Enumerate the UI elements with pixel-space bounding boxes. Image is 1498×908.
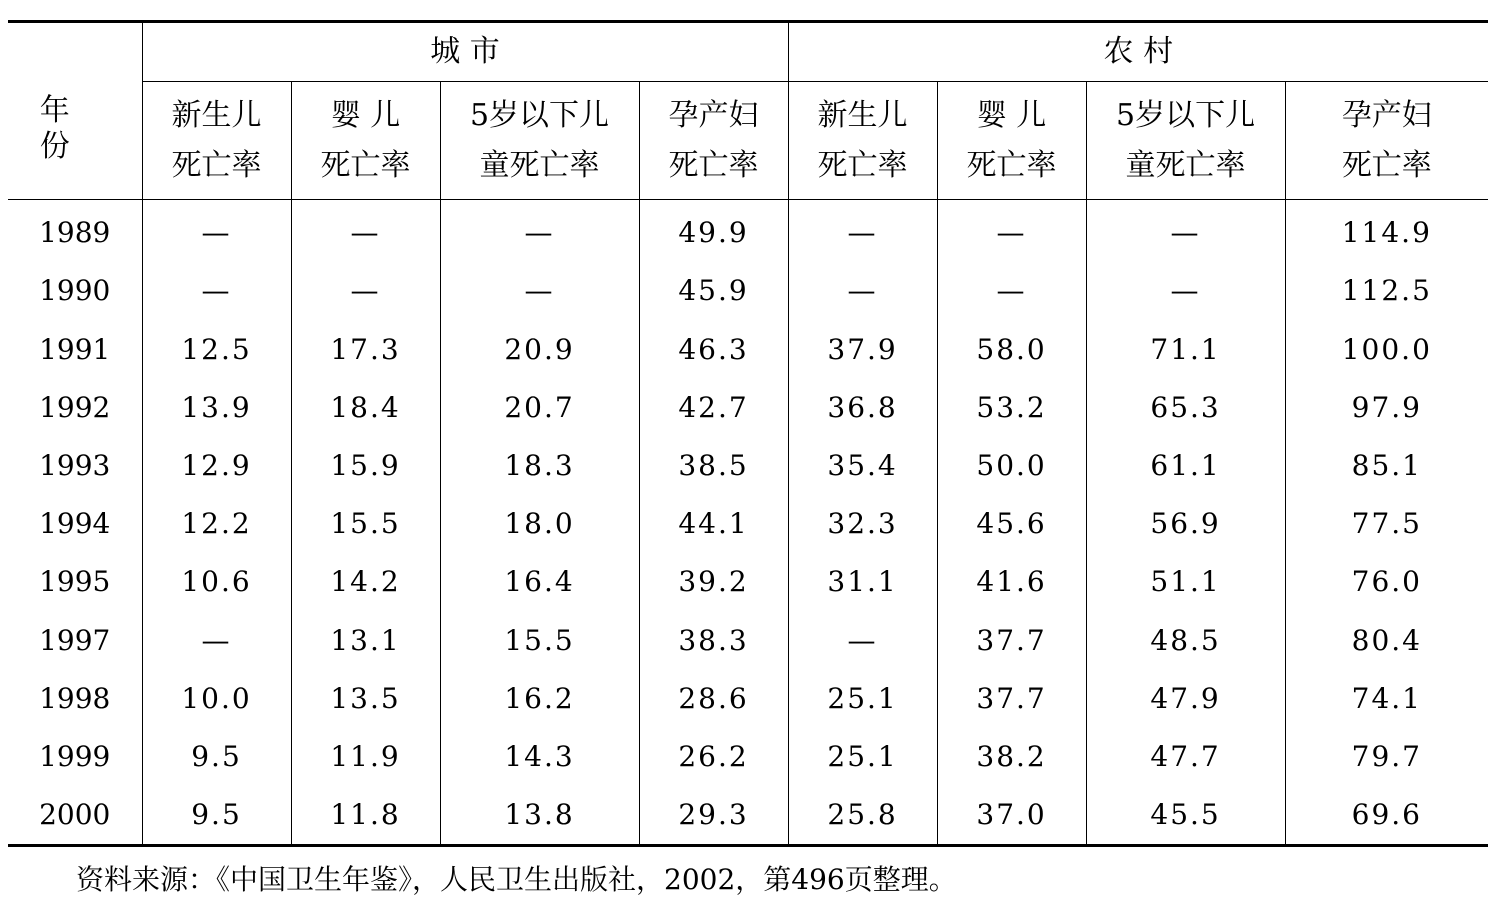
value-cell: —: [440, 262, 639, 320]
value-cell: 112.5: [1285, 262, 1488, 320]
column-header: [440, 82, 639, 200]
column-header: [937, 82, 1086, 200]
value-cell: 15.5: [291, 495, 440, 553]
value-cell: 36.8: [788, 379, 937, 437]
column-header-line2: 死亡率: [320, 147, 411, 183]
value-cell: 50.0: [937, 437, 1086, 495]
value-cell: 45.9: [639, 262, 788, 320]
value-cell: —: [142, 611, 291, 669]
value-cell: 13.5: [291, 670, 440, 728]
value-cell: 20.9: [440, 320, 639, 378]
value-cell: 38.3: [639, 611, 788, 669]
table-row: [8, 495, 1488, 553]
value-cell: 35.4: [788, 437, 937, 495]
value-cell: 100.0: [1285, 320, 1488, 378]
value-cell: —: [937, 200, 1086, 263]
column-header-line2: 死亡率: [966, 147, 1057, 183]
value-cell: —: [1086, 262, 1285, 320]
value-cell: —: [142, 200, 291, 263]
value-cell: 51.1: [1086, 553, 1285, 611]
table-row: [8, 320, 1488, 378]
value-cell: 41.6: [937, 553, 1086, 611]
value-cell: 85.1: [1285, 437, 1488, 495]
mortality-table: [8, 20, 1488, 847]
value-cell: 12.5: [142, 320, 291, 378]
value-cell: 45.6: [937, 495, 1086, 553]
table-body: [8, 200, 1488, 846]
value-cell: 9.5: [142, 728, 291, 786]
value-cell: —: [937, 262, 1086, 320]
value-cell: 77.5: [1285, 495, 1488, 553]
value-cell: 28.6: [639, 670, 788, 728]
year-cell: 1998: [39, 681, 111, 715]
value-cell: 38.5: [639, 437, 788, 495]
value-cell: 39.2: [639, 553, 788, 611]
value-cell: —: [291, 262, 440, 320]
column-header-line1: 5岁以下儿: [469, 97, 610, 133]
value-cell: 71.1: [1086, 320, 1285, 378]
value-cell: —: [142, 262, 291, 320]
table-row: [8, 670, 1488, 728]
value-cell: 25.8: [788, 786, 937, 846]
value-cell: 49.9: [639, 200, 788, 263]
value-cell: 56.9: [1086, 495, 1285, 553]
column-header-line2: 童死亡率: [1125, 147, 1246, 183]
column-header-line1: 婴 儿: [330, 97, 401, 133]
table-row: [8, 728, 1488, 786]
value-cell: —: [291, 200, 440, 263]
value-cell: 79.7: [1285, 728, 1488, 786]
value-cell: 114.9: [1285, 200, 1488, 263]
year-column-header: [8, 22, 142, 200]
value-cell: 58.0: [937, 320, 1086, 378]
header-column-row: [8, 82, 1488, 200]
value-cell: 16.4: [440, 553, 639, 611]
value-cell: 14.3: [440, 728, 639, 786]
year-header-label: 年 份: [39, 93, 110, 164]
value-cell: 15.9: [291, 437, 440, 495]
value-cell: 74.1: [1285, 670, 1488, 728]
value-cell: 47.9: [1086, 670, 1285, 728]
table-header: [8, 22, 1488, 200]
column-header-line2: 死亡率: [1341, 147, 1432, 183]
value-cell: 42.7: [639, 379, 788, 437]
year-cell: 1992: [39, 390, 111, 424]
year-cell: 1989: [39, 216, 111, 250]
column-header: [639, 82, 788, 200]
value-cell: 12.9: [142, 437, 291, 495]
value-cell: —: [440, 200, 639, 263]
value-cell: 15.5: [440, 611, 639, 669]
value-cell: 69.6: [1285, 786, 1488, 846]
value-cell: 9.5: [142, 786, 291, 846]
table-row: [8, 553, 1488, 611]
value-cell: 47.7: [1086, 728, 1285, 786]
value-cell: 31.1: [788, 553, 937, 611]
column-header: [788, 82, 937, 200]
value-cell: —: [788, 200, 937, 263]
value-cell: 18.3: [440, 437, 639, 495]
value-cell: —: [1086, 200, 1285, 263]
value-cell: 11.8: [291, 786, 440, 846]
value-cell: 76.0: [1285, 553, 1488, 611]
value-cell: 38.2: [937, 728, 1086, 786]
group-header-city: 城 市: [142, 22, 788, 82]
value-cell: 12.2: [142, 495, 291, 553]
value-cell: 25.1: [788, 728, 937, 786]
value-cell: —: [788, 611, 937, 669]
column-header-line1: 孕产妇: [668, 97, 759, 133]
value-cell: 13.8: [440, 786, 639, 846]
value-cell: 10.0: [142, 670, 291, 728]
column-header-line1: 婴 儿: [976, 97, 1047, 133]
value-cell: 80.4: [1285, 611, 1488, 669]
value-cell: 32.3: [788, 495, 937, 553]
value-cell: 65.3: [1086, 379, 1285, 437]
value-cell: 11.9: [291, 728, 440, 786]
column-header-line1: 5岁以下儿: [1116, 97, 1256, 133]
header-group-row: [8, 22, 1488, 82]
value-cell: 10.6: [142, 553, 291, 611]
column-header-line2: 死亡率: [668, 147, 759, 183]
value-cell: 37.9: [788, 320, 937, 378]
column-header-line2: 死亡率: [817, 147, 908, 183]
column-header: [1086, 82, 1285, 200]
mortality-table-container: [8, 20, 1488, 847]
column-header: [142, 82, 291, 200]
table-row: [8, 437, 1488, 495]
value-cell: 26.2: [639, 728, 788, 786]
year-cell: 1999: [39, 739, 111, 773]
value-cell: 18.0: [440, 495, 639, 553]
value-cell: 13.1: [291, 611, 440, 669]
value-cell: 20.7: [440, 379, 639, 437]
group-header-rural: 农 村: [788, 22, 1488, 82]
year-cell: 1994: [39, 507, 111, 541]
column-header-line2: 死亡率: [171, 147, 262, 183]
value-cell: 16.2: [440, 670, 639, 728]
table-row: [8, 786, 1488, 846]
value-cell: 53.2: [937, 379, 1086, 437]
value-cell: 18.4: [291, 379, 440, 437]
value-cell: 25.1: [788, 670, 937, 728]
table-row: [8, 262, 1488, 320]
value-cell: 97.9: [1285, 379, 1488, 437]
value-cell: 37.7: [937, 611, 1086, 669]
value-cell: 46.3: [639, 320, 788, 378]
table-row: [8, 379, 1488, 437]
value-cell: 13.9: [142, 379, 291, 437]
table-row: [8, 200, 1488, 263]
value-cell: 44.1: [639, 495, 788, 553]
source-note: 资料来源：《中国卫生年鉴》，人民卫生出版社，2002，第496页整理。: [76, 863, 957, 896]
column-header-line1: 新生儿: [171, 97, 262, 133]
column-header-line2: 童死亡率: [479, 147, 600, 183]
year-cell: 1995: [39, 565, 111, 599]
table-row: [8, 611, 1488, 669]
value-cell: 37.0: [937, 786, 1086, 846]
column-header: [291, 82, 440, 200]
column-header-line1: 新生儿: [817, 97, 908, 133]
year-cell: 2000: [39, 798, 111, 832]
value-cell: 48.5: [1086, 611, 1285, 669]
value-cell: 14.2: [291, 553, 440, 611]
year-cell: 1993: [39, 449, 111, 483]
value-cell: —: [788, 262, 937, 320]
value-cell: 17.3: [291, 320, 440, 378]
value-cell: 45.5: [1086, 786, 1285, 846]
value-cell: 29.3: [639, 786, 788, 846]
year-cell: 1991: [39, 332, 111, 366]
column-header-line1: 孕产妇: [1341, 97, 1432, 133]
column-header: [1285, 82, 1488, 200]
value-cell: 37.7: [937, 670, 1086, 728]
value-cell: 61.1: [1086, 437, 1285, 495]
year-cell: 1990: [39, 274, 111, 308]
year-cell: 1997: [39, 623, 111, 657]
